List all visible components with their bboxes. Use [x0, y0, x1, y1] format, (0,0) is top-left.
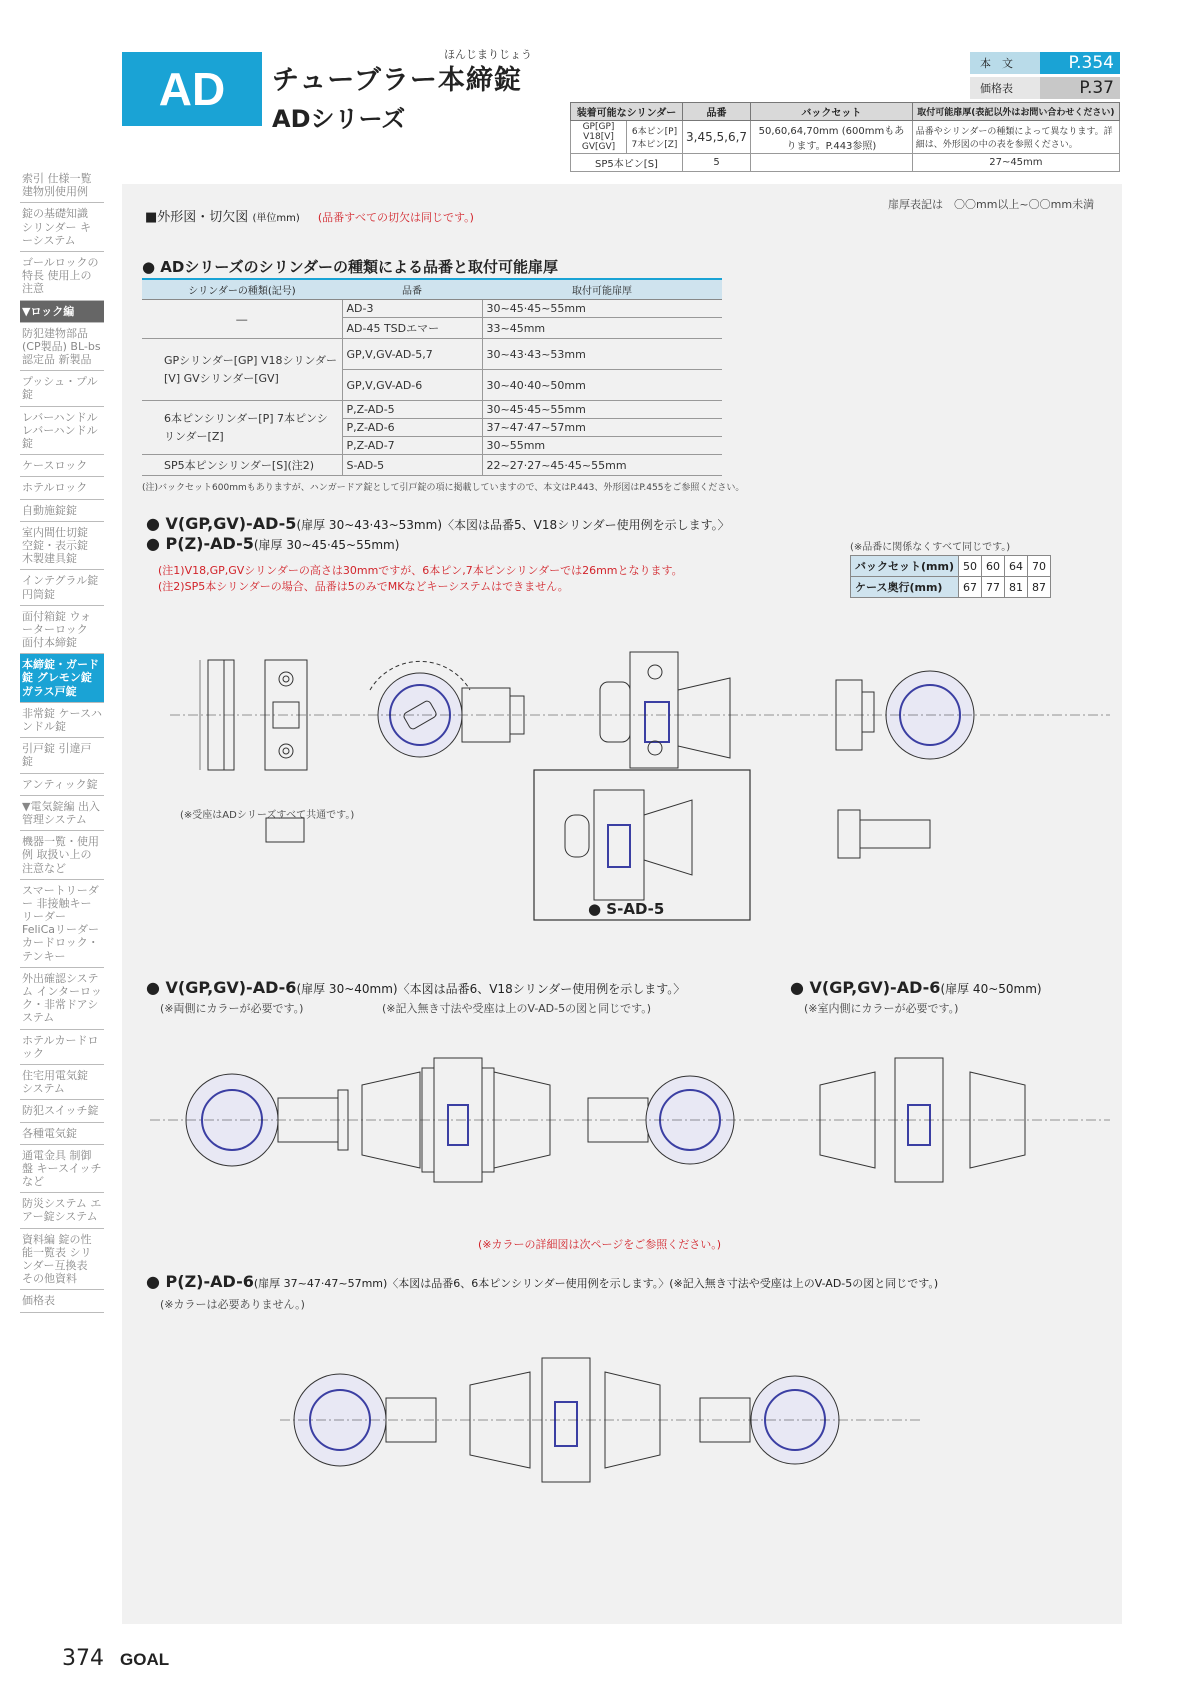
cyl-door: 37~47·47~57mm — [482, 419, 722, 437]
ad5-heading-p-text: ● P(Z)-AD-5 — [146, 534, 254, 553]
spec-header: バックセット — [751, 103, 913, 121]
cyl-model: P,Z-AD-7 — [342, 437, 482, 455]
spec-cell: GP[GP] V18[V] GV[GV] — [571, 121, 627, 154]
sidebar-item[interactable]: スマートリーダー 非接触キーリーダー FeliCaリーダー カードロック・テンキー — [20, 880, 104, 968]
reference-box — [970, 52, 1120, 102]
ad5-heading-v — [146, 514, 730, 533]
ad6v-note1: (※両側にカラーが必要です。) — [160, 1002, 304, 1015]
sidebar-item[interactable]: 自動施錠錠 — [20, 500, 104, 522]
cyl-model: AD-3 — [342, 300, 482, 318]
spec-cell: SP5本ピン[S] — [571, 154, 683, 172]
sidebar-item[interactable]: アンティック錠 — [20, 774, 104, 796]
ad6v-heading-2-text: ● V(GP,GV)-AD-6 — [790, 978, 941, 997]
cyl-model: P,Z-AD-5 — [342, 401, 482, 419]
ref-page: P.37 — [1040, 77, 1120, 99]
sidebar-item[interactable]: 防犯建物部品 (CP製品) BL-bs認定品 新製品 — [20, 323, 104, 372]
ref-label: 価格表 — [980, 82, 1013, 95]
sidebar-item[interactable]: インテグラル錠 円筒錠 — [20, 570, 104, 605]
cyl-type: 6本ピンシリンダー[P] 7本ピンシリンダー[Z] — [142, 401, 342, 455]
spec-cell: 品番やシリンダーの種類によって異なります。詳細は、外形図の中の表を参照ください。 — [912, 121, 1119, 154]
sidebar-item[interactable]: 引戸錠 引違戸錠 — [20, 738, 104, 773]
ref-price-list[interactable] — [970, 77, 1120, 99]
sidebar-item[interactable]: 索引 仕様一覧 建物別使用例 — [20, 168, 104, 203]
backset-value: 60 — [981, 556, 1004, 577]
sidebar-item[interactable]: ▼電気錠編 出入管理システム — [20, 796, 104, 831]
ad6p-note: (※カラーは必要ありません。) — [160, 1298, 305, 1311]
ad6v-heading-2 — [790, 978, 1042, 997]
case-depth-value: 77 — [981, 577, 1004, 598]
cyl-door: 30~45·45~55mm — [482, 401, 722, 419]
ad6p-drawings — [280, 1330, 920, 1530]
cyl-door: 33~45mm — [482, 318, 722, 339]
case-depth-label: ケース奥行(mm) — [851, 577, 959, 598]
cyl-model: P,Z-AD-6 — [342, 419, 482, 437]
ad6v-drawings — [150, 1030, 1110, 1230]
cyl-header: シリンダーの種類(記号) — [142, 279, 342, 300]
cyl-door: 22~27·27~45·45~55mm — [482, 455, 722, 476]
cyl-door: 30~45·45~55mm — [482, 300, 722, 318]
s-ad5-label: ● S-AD-5 — [588, 900, 665, 918]
strike-note: (※受座はADシリーズすべて共通です。) — [180, 810, 355, 821]
backset-note: (※品番に関係なくすべて同じです。) — [850, 542, 1011, 553]
cyl-type: SP5本ピンシリンダー[S](注2) — [142, 455, 342, 476]
case-depth-value: 81 — [1004, 577, 1027, 598]
cyl-model: AD-45 TSDエマー — [342, 318, 482, 339]
ad6v-heading-text: ● V(GP,GV)-AD-6 — [146, 978, 297, 997]
cyl-model: GP,V,GV-AD-5,7 — [342, 339, 482, 370]
page-title: チューブラー本締錠 — [272, 65, 522, 96]
sidebar-item[interactable]: 室内間仕切錠 空錠・表示錠 木製建具錠 — [20, 522, 104, 571]
ad6p-heading-sub: (扉厚 37~47·47~57mm)〈本図は品番6、6本ピンシリンダー使用例を示します。〉(※記入無き寸法や受座は上のV-AD-5の図と同じです。) — [253, 1277, 939, 1290]
backset-label: バックセット(mm) — [851, 556, 959, 577]
ad5-heading-p-sub: (扉厚 30~45·45~55mm) — [253, 538, 400, 552]
ad5-note2: (注2)SP5本シリンダーの場合、品番は5のみでMKなどキーシステムはできません。 — [158, 580, 569, 593]
spec-cell: 5 — [683, 154, 751, 172]
spec-header: 品番 — [683, 103, 751, 121]
cyl-type: ― — [142, 300, 342, 339]
case-depth-value: 67 — [958, 577, 981, 598]
sidebar-item[interactable]: ゴールロックの特長 使用上の注意 — [20, 252, 104, 301]
sidebar-item[interactable]: 価格表 — [20, 1290, 104, 1312]
title-ruby: ほんじまりじょう — [444, 48, 532, 61]
sidebar-item[interactable]: ▼ロック編 — [20, 301, 104, 323]
backset-value: 50 — [958, 556, 981, 577]
ref-main-text[interactable] — [970, 52, 1120, 74]
ad5-note1: (注1)V18,GP,GVシリンダーの高さは30mmですが、6本ピン,7本ピンシリンダーでは26mmとなります。 — [158, 564, 683, 577]
sidebar-item[interactable]: 資料編 錠の性能一覧表 シリンダー互換表 その他資料 — [20, 1229, 104, 1291]
collar-note: (※カラーの詳細図は次ページをご参照ください。) — [478, 1238, 722, 1251]
spec-cell: 27~45mm — [912, 154, 1119, 172]
ad5-heading-v-text: ● V(GP,GV)-AD-5 — [146, 514, 297, 533]
brand-logo: GOAL — [120, 1650, 170, 1669]
spec-cell: 3,45,5,6,7 — [683, 121, 751, 154]
sidebar-item[interactable]: 非常錠 ケースハンドル錠 — [20, 703, 104, 738]
section-title — [145, 206, 474, 225]
spec-header: 取付可能扉厚(表記以外はお問い合わせください) — [912, 103, 1119, 121]
cyl-door: 30~40·40~50mm — [482, 370, 722, 401]
spec-table — [570, 102, 1120, 172]
cyl-footnote: (注)バックセット600mmもありますが、ハンガードア錠として引戸錠の項に掲載していますので、本文はP.443、外形図はP.455をご参照ください。 — [142, 483, 745, 493]
sidebar-item[interactable]: 防犯スイッチ錠 — [20, 1100, 104, 1122]
series-badge: AD — [122, 52, 262, 126]
sidebar-item[interactable]: 各種電気錠 — [20, 1123, 104, 1145]
cylinder-table — [142, 278, 722, 476]
ad6v-heading-2-sub: (扉厚 40~50mm) — [940, 982, 1042, 996]
sidebar-item[interactable]: 錠の基礎知識 シリンダー キーシステム — [20, 203, 104, 252]
ad6v-note3: (※室内側にカラーが必要です。) — [804, 1002, 959, 1015]
sidebar-item[interactable]: 面付箱錠 ウォーターロック 面付本締錠 — [20, 606, 104, 655]
backset-value: 64 — [1004, 556, 1027, 577]
ad6v-heading — [146, 978, 685, 997]
case-depth-value: 87 — [1027, 577, 1050, 598]
sidebar-item[interactable]: 外出確認システム インターロック・非常ドアシステム — [20, 968, 104, 1030]
cyl-door: 30~43·43~53mm — [482, 339, 722, 370]
ad5-heading-p — [146, 534, 399, 553]
sidebar-item[interactable]: 通電金具 制御盤 キースイッチなど — [20, 1145, 104, 1194]
ad5-heading-v-sub: (扉厚 30~43·43~53mm)〈本図は品番5、V18シリンダー使用例を示します。〉 — [296, 518, 730, 532]
cyl-model: GP,V,GV-AD-6 — [342, 370, 482, 401]
section-unit: (単位mm) — [252, 213, 300, 224]
cyl-type: GPシリンダー[GP] V18シリンダー[V] GVシリンダー[GV] — [142, 339, 342, 401]
cyl-door: 30~55mm — [482, 437, 722, 455]
section-red-note: (品番すべての切欠は同じです。) — [317, 211, 474, 224]
ad6p-heading — [146, 1272, 938, 1291]
ad6p-heading-text: ● P(Z)-AD-6 — [146, 1272, 254, 1291]
cyl-table-title: ● ADシリーズのシリンダーの種類による品番と取付可能扉厚 — [142, 258, 559, 276]
page-number: 374 — [62, 1646, 104, 1671]
ad6v-heading-sub: (扉厚 30~40mm)〈本図は品番6、V18シリンダー使用例を示します。〉 — [296, 982, 686, 996]
sidebar-item[interactable]: ホテルカードロック — [20, 1030, 104, 1065]
page-subtitle: ADシリーズ — [272, 105, 406, 133]
sidebar-item[interactable]: 防災システム エアー錠システム — [20, 1193, 104, 1228]
spec-cell: 50,60,64,70mm (600mmもあります。P.443参照) — [751, 121, 913, 154]
sidebar-item[interactable]: レバーハンドル レバーハンドル錠 — [20, 407, 104, 456]
cyl-header: 取付可能扉厚 — [482, 279, 722, 300]
sidebar-item[interactable]: ケースロック — [20, 455, 104, 477]
cyl-model: S-AD-5 — [342, 455, 482, 476]
backset-value: 70 — [1027, 556, 1050, 577]
spec-header: 装着可能なシリンダー — [571, 103, 683, 121]
ad6v-note2: (※記入無き寸法や受座は上のV-AD-5の図と同じです。) — [382, 1002, 651, 1015]
spec-cell — [751, 154, 913, 172]
sidebar-item[interactable]: 住宅用電気錠 システム — [20, 1065, 104, 1100]
sidebar-nav — [20, 168, 104, 1313]
door-thickness-note: 扉厚表記は 〇〇mm以上~〇〇mm未満 — [888, 198, 1095, 211]
cyl-header: 品番 — [342, 279, 482, 300]
ref-label: 本 文 — [980, 57, 1013, 70]
sidebar-item[interactable]: ホテルロック — [20, 477, 104, 499]
ref-page: P.354 — [1040, 52, 1120, 74]
section-title-text: ■外形図・切欠図 — [145, 210, 249, 225]
spec-cell: 6本ピン[P] 7本ピン[Z] — [627, 121, 683, 154]
backset-table — [850, 555, 1051, 598]
sidebar-item[interactable]: 機器一覧・使用例 取扱い上の注意など — [20, 831, 104, 880]
sidebar-item[interactable]: 本締錠・ガード錠 グレモン錠 ガラス戸錠 — [20, 654, 104, 703]
sidebar-item[interactable]: プッシュ・プル錠 — [20, 371, 104, 406]
